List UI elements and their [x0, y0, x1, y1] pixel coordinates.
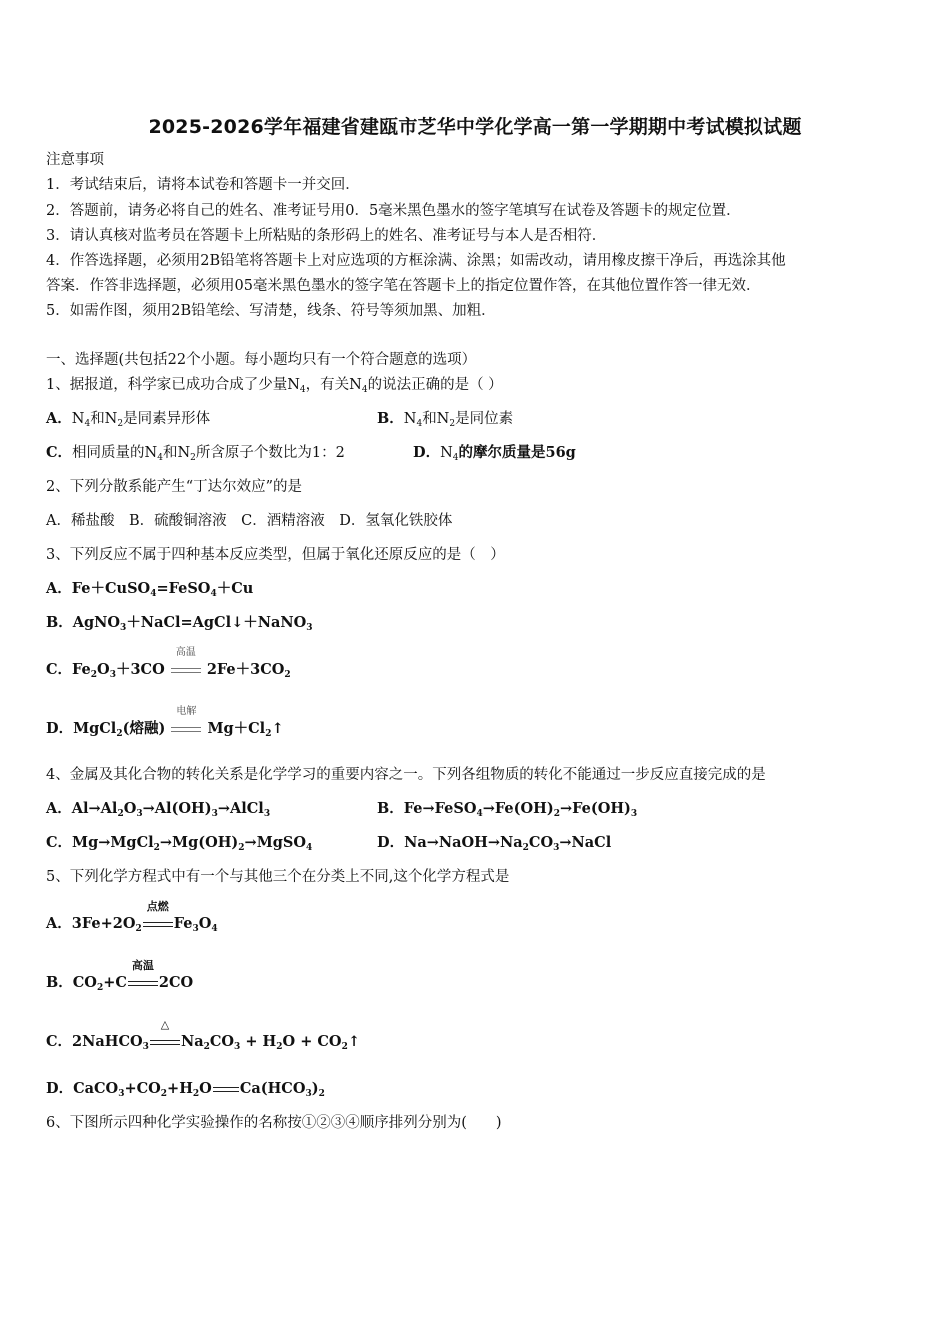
- question-2-stem: 2、下列分散系能产生“丁达尔效应”的是: [46, 479, 303, 495]
- question-3-option-b: B．AgNO$_3$＋NaCl=AgCl↓＋NaNO$_3$: [46, 614, 313, 633]
- question-1-option-b: B．$N_4$和$N_2$是同位素: [377, 410, 514, 429]
- notes-heading: 注意事项: [46, 152, 104, 168]
- question-4-option-c: C．$Mg\to MgCl_2\to Mg(OH)_2\to MgSO_4$: [46, 834, 313, 853]
- question-4-option-b: B．$Fe\to FeSO_4\to Fe(OH)_2\to Fe(OH)_3$: [377, 800, 638, 819]
- question-3-stem: 3、下列反应不属于四种基本反应类型，但属于氧化还原反应的是（ ）: [46, 547, 505, 563]
- section-heading: 一、选择题(共包括22个小题。每小题均只有一个符合题意的选项）: [46, 352, 477, 368]
- question-3-option-a: A．Fe＋CuSO$_4$=FeSO$_4$＋Cu: [46, 580, 254, 599]
- question-5-option-d: D．$CaCO_3+CO_2+H_2O$ $Ca(HCO_3)_2$: [46, 1080, 325, 1099]
- reaction-condition: 高温: [171, 660, 201, 680]
- note-item: 答案．作答非选择题，必须用05毫米黑色墨水的签字笔在答题卡上的指定位置作答，在其他位置作答一律无效．: [46, 278, 761, 294]
- question-6-stem: 6、下图所示四种化学实验操作的名称按①②③④顺序排列分别为( ): [46, 1115, 502, 1131]
- question-2-options: A．稀盐酸 B．硫酸铜溶液 C．酒精溶液 D．氢氧化铁胶体: [46, 513, 453, 529]
- page-title: 2025-2026学年福建省建瓯市芝华中学化学高一第一学期期中考试模拟试题: [148, 116, 802, 138]
- question-5-option-a: A．$3Fe+2O_2$ 点燃 $Fe_3O_4$: [46, 900, 218, 934]
- question-4-option-a: A．$Al\to Al_2O_3\to Al(OH)_3\to AlCl_3$: [46, 800, 271, 819]
- question-5-option-c: C．2NaHCO$_3$ △ $Na_2CO_3 + H_2O$ + $CO_2↑$: [46, 1018, 360, 1052]
- question-4-stem: 4、金属及其化合物的转化关系是化学学习的重要内容之一。下列各组物质的转化不能通过一步反应直接完成的是: [46, 767, 766, 783]
- reaction-condition: △: [150, 1032, 180, 1052]
- note-item: 4．作答选择题，必须用2B铅笔将答题卡上对应选项的方框涂满、涂黑；如需改动，请用橡皮擦干净后，再选涂其他: [46, 253, 786, 269]
- question-5-stem: 5、下列化学方程式中有一个与其他三个在分类上不同,这个化学方程式是: [46, 869, 510, 885]
- equals-sign: [213, 1087, 239, 1092]
- note-item: 1．考试结束后，请将本试卷和答题卡一并交回．: [46, 177, 360, 193]
- note-item: 3．请认真核对监考员在答题卡上所粘贴的条形码上的姓名、准考证号与本人是否相符．: [46, 228, 607, 244]
- reaction-condition: 电解: [171, 719, 201, 739]
- question-1-option-d: D．$N_4$的摩尔质量是56g: [413, 444, 576, 463]
- question-3-option-d: D．MgCl$_2$(熔融) 电解 $Mg+Cl_2↑$: [46, 706, 284, 739]
- reaction-condition: 点燃: [143, 914, 173, 934]
- question-1-option-a: A．$N_4$和$N_2$是同素异形体: [46, 410, 211, 429]
- question-1-stem: 1、据报道，科学家已成功合成了少量$N_4$，有关$N_4$的说法正确的是（ ）: [46, 377, 503, 395]
- question-3-option-c: C．$Fe_2O_3+3CO$ 高温 $2Fe+3CO_2$: [46, 647, 291, 680]
- question-1-option-c: C．相同质量的$N_4$和$N_2$所含原子个数比为1：2: [46, 444, 345, 463]
- question-5-option-b: B．$CO_2+C$ 高温 2CO: [46, 959, 194, 993]
- note-item: 5．如需作图，须用2B铅笔绘、写清楚，线条、符号等须加黑、加粗．: [46, 303, 496, 319]
- question-4-option-d: D．$Na\to NaOH\to Na_2CO_3\to NaCl$: [377, 834, 612, 853]
- note-item: 2．答题前，请务必将自己的姓名、准考证号用0．5毫米黑色墨水的签字笔填写在试卷及答题卡的规定位置．: [46, 203, 741, 219]
- reaction-condition: 高温: [128, 973, 158, 993]
